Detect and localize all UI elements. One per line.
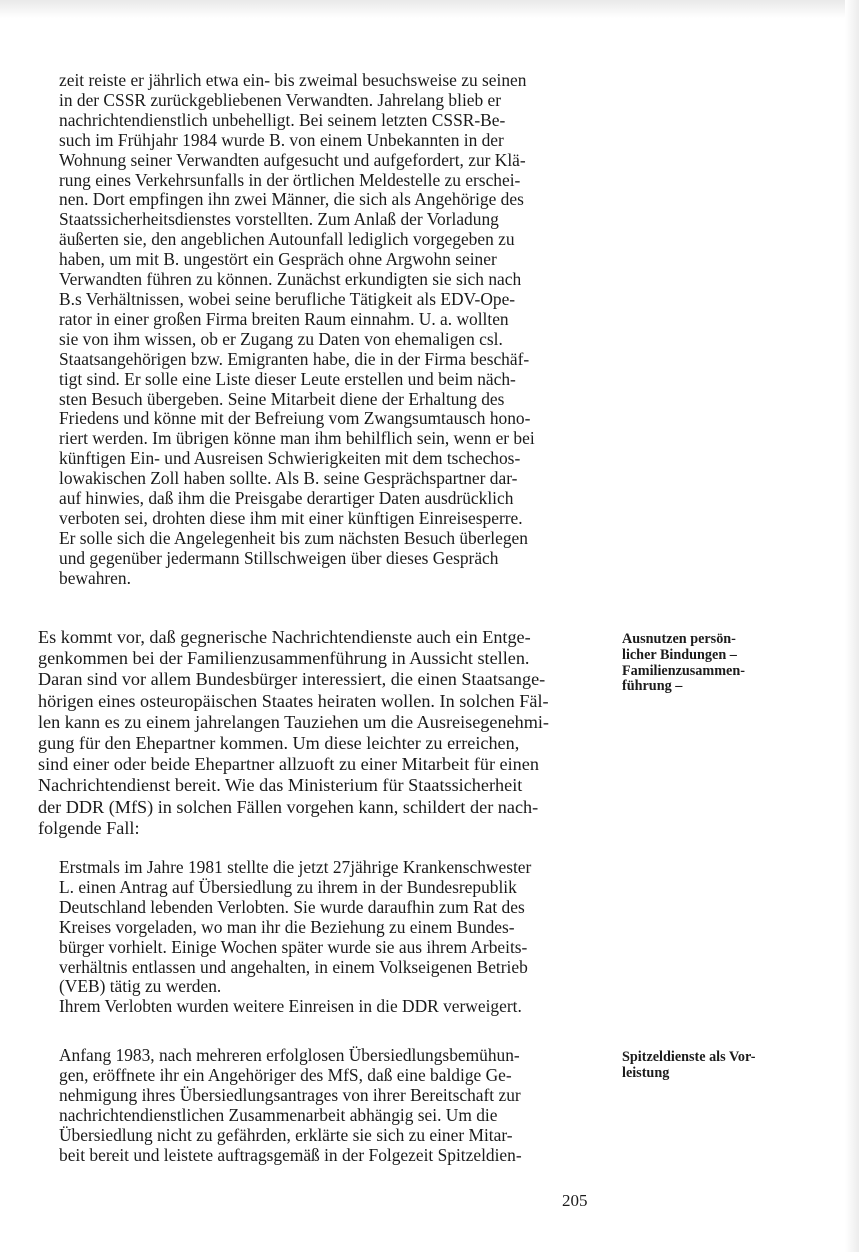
body-paragraph-family-reunion: Es kommt vor, daß gegnerische Nachrichtendienste auch ein Entge- genkommen bei der Familienzusammenführung in Aussicht stellen. Daran sind vor allem Bundesbürger interessiert, die einen Staatsange- hörigen eines osteuropäischen Staates heiraten wollen. In solchen Fäl- len kann es zu einem jahrelangen Tauziehen um die Ausreisegenehmi- gung für den Ehepartner kommen. Um diese leichter zu erreichen, sind einer oder beide Ehepartner allzuoft zu einer Mitarbeit für einen Nachrichtendienst bereit. Wie das Ministerium für Staatssicherheit der DDR (MfS) in solchen Fällen vorgehen kann, schildert der nach- folgende Fall: [38, 627, 549, 838]
margin-note-family-reunion: Ausnutzen persön- licher Bindungen – Familienzusammen- führung – [622, 631, 745, 695]
scan-shadow-right [845, 0, 859, 1252]
scan-shadow-top [0, 0, 859, 18]
case-report-paragraph-2: Erstmals im Jahre 1981 stellte die jetzt 27jährige Krankenschwester L. einen Antrag auf Übersiedlung zu ihrem in der Bundesrepublik Deutschland lebenden Verlobten. Sie wurde daraufhin zum Rat des Kreises vorgeladen, wo man ihr die Beziehung zu einem Bundes- bürger vorhielt. Einige Wochen später wurde sie aus ihrem Arbeits- verhältnis entlassen und angehalten, in einem Volkseigenen Betrieb (VEB) tätig zu werden. Ihrem Verlobten wurden weitere Einreisen in die DDR verweigert. [59, 857, 532, 1017]
case-report-paragraph-3: Anfang 1983, nach mehreren erfolglosen Übersiedlungsbemühun- gen, eröffnete ihr ein Angehöriger des MfS, daß eine baldige Ge- nehmigung ihres Übersiedlungsantrages von ihrer Bereitschaft zur nachrichtendienstlichen Zusammenarbeit abhängig sei. Um die Übersiedlung nicht zu gefährden, erklärte sie sich zu einer Mitar- beit bereit und leistete auftragsgemäß in der Folgezeit Spitzeldien- [59, 1045, 522, 1165]
page-number: 205 [562, 1191, 588, 1210]
case-report-paragraph-1: zeit reiste er jährlich etwa ein- bis zweimal besuchsweise zu seinen in der CSSR zurückgebliebenen Verwandten. Jahrelang blieb er nachrichtendienstlich unbehelligt. Bei seinem letzten CSSR-Be- such im Frühjahr 1984 wurde B. von einem Unbekannten in der Wohnung seiner Verwandten aufgesucht und aufgefordert, zur Klä- rung eines Verkehrsunfalls in der örtlichen Meldestelle zu erschei- nen. Dort empfingen ihn zwei Männer, die sich als Angehörige des Staatssicherheitsdienstes vorstellten. Zum Anlaß der Vorladung äußerten sie, den angeblichen Autounfall lediglich vorgegeben zu haben, um mit B. ungestört ein Gespräch ohne Argwohn seiner Verwandten führen zu können. Zunächst erkundigten sie sich nach B.s Verhältnissen, wobei seine berufliche Tätigkeit als EDV-Ope- rator in einer großen Firma breiten Raum einnahm. U. a. wollten sie von ihm wissen, ob er Zugang zu Daten von ehemaligen csl. Staatsangehörigen bzw. Emigranten habe, die in der Firma beschäf- tigt sind. Er solle eine Liste dieser Leute erstellen und beim näch- sten Besuch übergeben. Seine Mitarbeit diene der Erhaltung des Friedens und könne mit der Befreiung vom Zwangsumtausch hono- riert werden. Im übrigen könne man ihm behilflich sein, wenn er bei künftigen Ein- und Ausreisen Schwierigkeiten mit dem tschechos- lowakischen Zoll haben sollte. Als B. seine Gesprächspartner dar- auf hinwies, daß ihm die Preisgabe derartiger Daten ausdrücklich verboten sei, drohten diese ihm mit einer künftigen Einreisesperre. Er solle sich die Angelegenheit bis zum nächsten Besuch überlegen und gegenüber jedermann Stillschweigen über dieses Gespräch bewahren. [59, 70, 535, 588]
margin-note-spy-services: Spitzeldienste als Vor- leistung [622, 1049, 756, 1081]
